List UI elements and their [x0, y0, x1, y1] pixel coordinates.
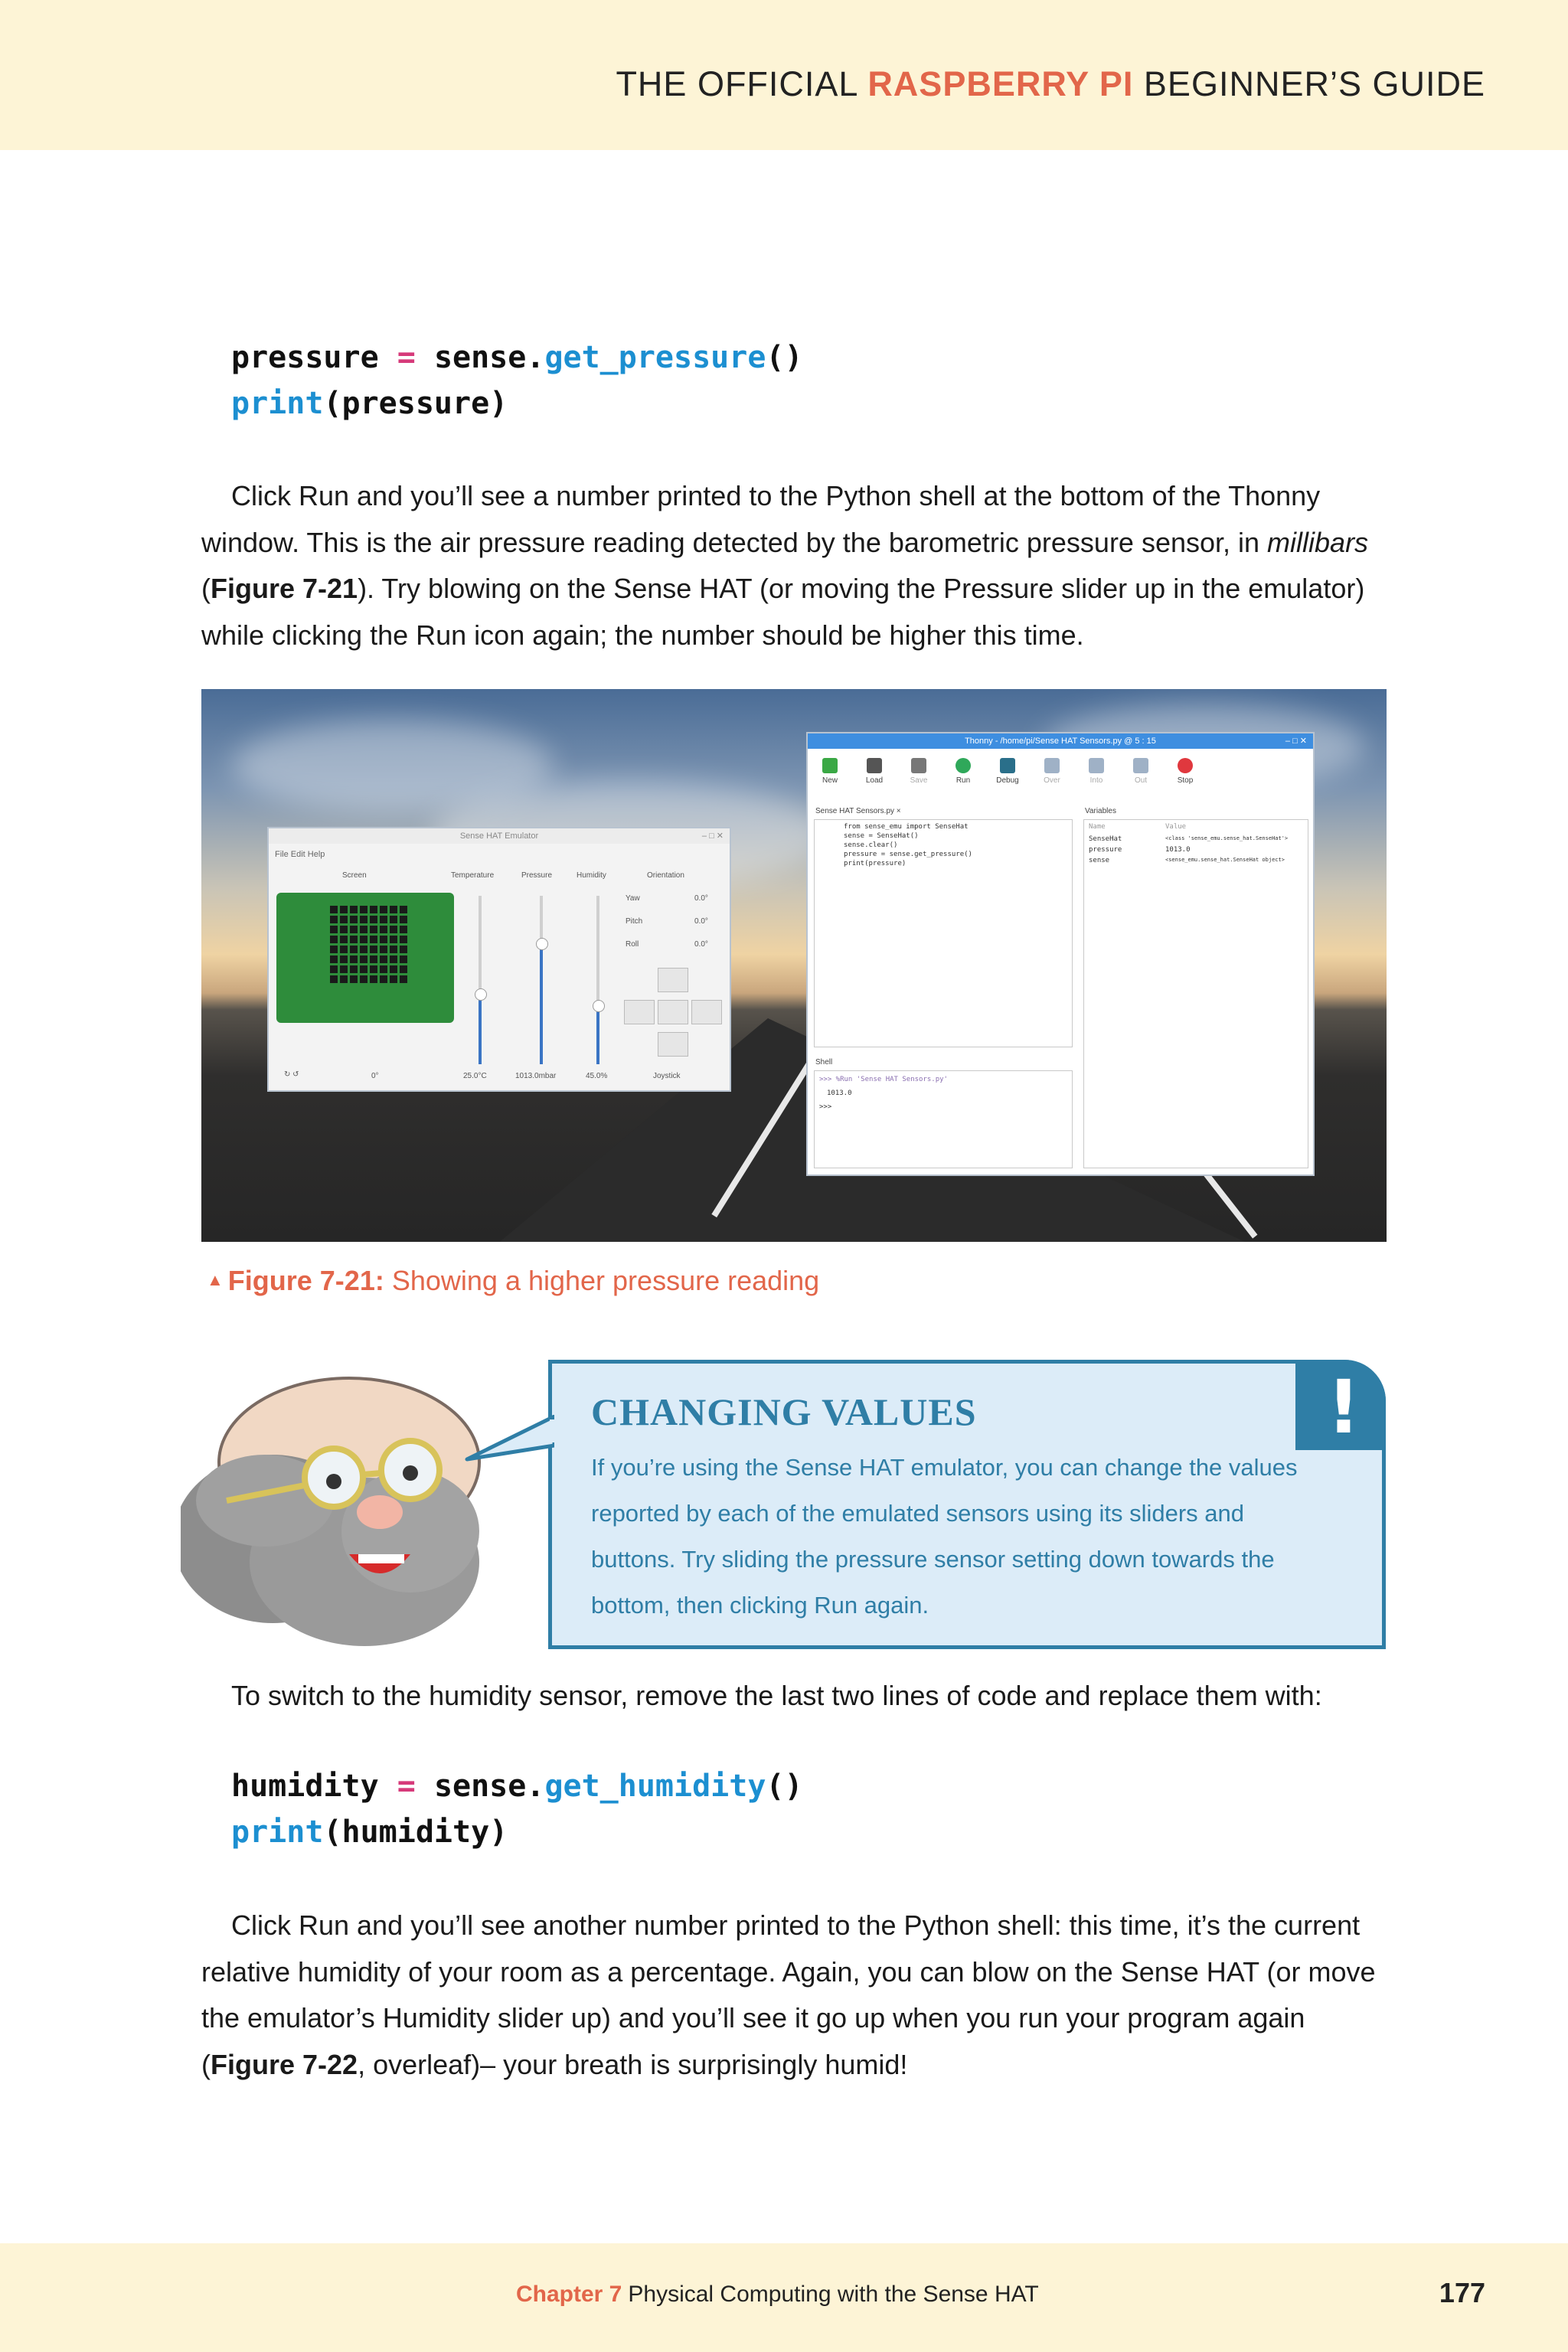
running-head-accent: RASPBERRY PI	[867, 64, 1134, 103]
para-text: ). Try blowing on the Sense HAT (or moving the Pressure slider up in the emulator) while clicking the Run icon again; the number should be higher this time.	[201, 573, 1365, 651]
debug-icon	[1000, 758, 1015, 773]
callout-body: If you’re using the Sense HAT emulator, you can change the values reported by each of the emulated sensors using its sliders and buttons. Try sliding the pressure sensor setting down towards the bottom, then clicking Run again.	[591, 1454, 1298, 1619]
code-line	[231, 1763, 803, 1809]
footer-chapter-number: Chapter 7	[516, 2282, 622, 2307]
tool-label: Load	[865, 776, 884, 785]
save-icon	[911, 758, 926, 773]
para-text: To switch to the humidity sensor, remove the last two lines of code and replace them with:	[231, 1680, 1322, 1711]
variable-name: sense	[1089, 857, 1110, 864]
step-into-icon	[1089, 758, 1104, 773]
pressure-slider-knob[interactable]	[536, 938, 548, 950]
variables-tab[interactable]: Variables	[1085, 807, 1116, 815]
editor-code-line: print(pressure)	[844, 860, 906, 867]
tool-label: Into	[1089, 776, 1103, 785]
tool-label: Run	[956, 776, 971, 785]
code-token: (humidity)	[323, 1815, 508, 1850]
sense-hat-board	[276, 893, 454, 1023]
temperature-value: 25.0°C	[463, 1072, 487, 1080]
figure-caption	[207, 1265, 819, 1297]
thonny-title: Thonny - /home/pi/Sense HAT Sensors.py @ 5 : 15	[965, 737, 1156, 746]
variable-name: SenseHat	[1089, 835, 1122, 843]
code-token: ()	[766, 340, 803, 375]
callout-title: CHANGING VALUES	[591, 1390, 977, 1433]
page-number: 177	[1439, 2277, 1485, 2308]
para-text: , overleaf)– your breath is surprisingly humid!	[358, 2048, 908, 2080]
code-token: get_humidity	[544, 1769, 766, 1804]
body-paragraph-3	[201, 1903, 1396, 2088]
joystick-right-button[interactable]	[691, 1000, 722, 1024]
pitch-label: Pitch	[626, 917, 643, 926]
variable-value: 1013.0	[1165, 846, 1191, 854]
code-token: =	[397, 340, 416, 375]
roll-value: 0.0°	[694, 940, 708, 949]
exclamation-icon: !	[1327, 1364, 1361, 1450]
shell-line: >>> %Run 'Sense HAT Sensors.py'	[819, 1076, 948, 1083]
tool-label: Out	[1134, 776, 1148, 785]
humidity-slider-knob[interactable]	[593, 1000, 605, 1012]
code-token: (pressure)	[323, 386, 508, 421]
pressure-label: Pressure	[521, 871, 553, 880]
thonny-titlebar	[808, 733, 1313, 749]
variables-panel	[1083, 819, 1308, 1168]
running-head-suffix: BEGINNER’S GUIDE	[1143, 64, 1485, 103]
figure-reference: Figure 7-21	[211, 573, 358, 604]
screen-label: Screen	[342, 871, 367, 880]
para-text: Click Run and you’ll see a number printed to the Python shell at the bottom of the Thonny window. This is the air pressure reading detected by the barometric pressure sensor, in	[201, 480, 1321, 558]
tool-label: Debug	[996, 776, 1019, 785]
step-out-button[interactable]	[1123, 758, 1158, 785]
variable-value: <sense_emu.sense_hat.SenseHat object>	[1165, 857, 1285, 863]
figure-screenshot	[201, 689, 1387, 1242]
yaw-value: 0.0°	[694, 894, 708, 903]
tool-label: New	[822, 776, 838, 785]
editor-code-line: pressure = sense.get_pressure()	[844, 851, 972, 858]
new-icon	[822, 758, 838, 773]
code-token: pressure	[231, 340, 379, 375]
code-editor[interactable]	[814, 819, 1073, 1047]
code-block-pressure	[231, 335, 803, 426]
caption-label: Figure 7-21:	[227, 1265, 384, 1296]
run-button[interactable]	[946, 758, 981, 785]
editor-code-line: from sense_emu import SenseHat	[844, 823, 969, 831]
shell-tab[interactable]: Shell	[815, 1058, 833, 1067]
debug-button[interactable]	[990, 758, 1025, 785]
pressure-value: 1013.0mbar	[515, 1072, 557, 1080]
pitch-value: 0.0°	[694, 917, 708, 926]
step-out-icon	[1133, 758, 1148, 773]
body-paragraph-1	[201, 473, 1396, 658]
speech-pointer	[462, 1415, 554, 1465]
bearded-character-illustration	[181, 1370, 548, 1655]
running-head	[616, 64, 1485, 104]
code-token: sense.	[433, 1769, 545, 1804]
tool-label: Over	[1044, 776, 1060, 785]
humidity-value: 45.0%	[586, 1072, 608, 1080]
orientation-label: Orientation	[647, 871, 684, 880]
temperature-slider-fill	[479, 994, 482, 1064]
caption-text: Showing a higher pressure reading	[391, 1265, 820, 1296]
step-over-icon	[1044, 758, 1060, 773]
code-token: =	[397, 1769, 416, 1804]
code-block-humidity	[231, 1763, 803, 1855]
window-controls-icon[interactable]: ‒ □ ✕	[701, 831, 724, 841]
figure-reference: Figure 7-22	[211, 2048, 358, 2080]
caption-triangle-icon: ▲	[207, 1270, 224, 1289]
step-into-button[interactable]	[1079, 758, 1114, 785]
code-token: print	[231, 1815, 324, 1850]
code-token: print	[231, 386, 324, 421]
code-line	[231, 335, 803, 381]
joystick-enter-button[interactable]	[658, 1000, 688, 1024]
editor-code-line: sense.clear()	[844, 841, 898, 849]
led-matrix	[330, 903, 410, 983]
load-button[interactable]	[857, 758, 892, 785]
yaw-label: Yaw	[626, 894, 640, 903]
load-icon	[867, 758, 882, 773]
humidity-slider-fill	[596, 1005, 599, 1064]
emulator-menu[interactable]: File Edit Help	[275, 850, 325, 859]
step-over-button[interactable]	[1034, 758, 1070, 785]
shell-line: 1013.0	[827, 1089, 852, 1097]
joystick-label: Joystick	[653, 1072, 681, 1080]
window-controls-icon[interactable]: ‒ □ ✕	[1285, 737, 1307, 746]
stop-button[interactable]	[1168, 758, 1203, 785]
sense-hat-emulator-window	[267, 827, 731, 1092]
code-line	[231, 381, 803, 426]
rotate-buttons[interactable]: ↻ ↺	[284, 1070, 299, 1079]
python-shell[interactable]	[814, 1070, 1073, 1168]
para-text: Click Run and you’ll see another number printed to the Python shell: this time, it’s the current relative humidity of your room as a percentage. Again, you can blow on the Sense HAT (or move the emulator’s Humidity slider up) and you’ll see it go up when you run your program again (	[201, 1909, 1376, 2080]
code-token: get_pressure	[544, 340, 766, 375]
shell-line: >>>	[819, 1103, 832, 1111]
editor-tab[interactable]: Sense HAT Sensors.py ×	[815, 807, 901, 815]
footer-chapter-title: Physical Computing with the Sense HAT	[628, 2282, 1039, 2307]
emulator-titlebar	[269, 828, 730, 844]
code-token: ()	[766, 1769, 803, 1804]
variable-name: pressure	[1089, 846, 1122, 854]
pressure-slider-fill	[540, 943, 543, 1064]
save-button[interactable]	[901, 758, 936, 785]
footer-chapter	[516, 2282, 1039, 2308]
emulator-title: Sense HAT Emulator	[459, 831, 539, 841]
para-text: (	[201, 573, 211, 604]
temperature-label: Temperature	[451, 871, 495, 880]
new-button[interactable]	[812, 758, 848, 785]
body-paragraph-2	[201, 1673, 1396, 1720]
para-italic: millibars	[1267, 526, 1369, 558]
code-line	[231, 1809, 803, 1855]
variables-header-name: Name	[1089, 823, 1106, 831]
variables-header-value: Value	[1165, 823, 1187, 831]
stop-icon	[1178, 758, 1193, 773]
code-token: humidity	[231, 1769, 379, 1804]
joystick-up-button[interactable]	[658, 968, 688, 992]
variable-value: <class 'sense_emu.sense_hat.SenseHat'>	[1165, 835, 1289, 841]
temperature-slider-knob[interactable]	[475, 988, 487, 1001]
editor-code-line: sense = SenseHat()	[844, 832, 919, 840]
running-head-prefix: THE OFFICIAL	[616, 64, 858, 103]
thonny-window	[806, 732, 1315, 1176]
humidity-label: Humidity	[577, 871, 606, 880]
joystick-down-button[interactable]	[658, 1032, 688, 1057]
rotation-value: 0°	[371, 1072, 379, 1080]
code-token: sense.	[433, 340, 545, 375]
joystick-left-button[interactable]	[624, 1000, 655, 1024]
roll-label: Roll	[626, 940, 639, 949]
tool-label: Save	[910, 776, 928, 785]
run-icon	[956, 758, 971, 773]
tool-label: Stop	[1177, 776, 1194, 785]
